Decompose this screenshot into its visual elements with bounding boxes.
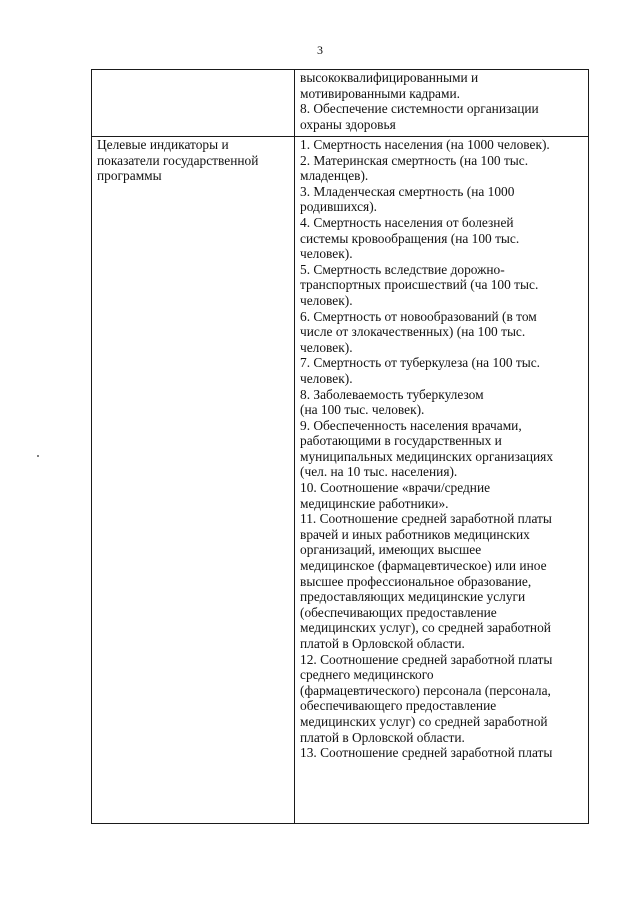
text-line: младенцев). [300, 168, 369, 184]
table-row [92, 70, 589, 137]
text-line: человек). [300, 370, 353, 386]
text-line: показатели государственной [97, 152, 259, 168]
text-line: (на 100 тыс. человек). [300, 402, 425, 418]
text-line: высококвалифицированными и [300, 70, 479, 85]
text-line: 5. Смертность вследствие дорожно- [300, 261, 505, 277]
text-line: предоставляющих медицинские услуги [300, 589, 526, 605]
text-line: 6. Смертность от новообразований (в том [300, 308, 537, 324]
text-line: (чел. на 10 тыс. населения). [300, 464, 458, 480]
text-line: родившихся). [300, 199, 378, 215]
text-line: медицинских услуг), со средней заработной [300, 620, 551, 636]
text-line: обеспечивающего предоставление [300, 698, 497, 714]
text-line: 10. Соотношение «врачи/средние [300, 480, 491, 496]
text-line: 8. Обеспечение системности организации [300, 101, 539, 117]
text-line: платой в Орловской области. [300, 636, 465, 651]
text-line: медицинских услуг) со средней заработной [300, 713, 548, 729]
text-line: 9. Обеспеченность населения врачами, [300, 417, 522, 433]
text-line: 3. Младенческая смертность (на 1000 [300, 183, 515, 199]
text-line: человек). [300, 246, 353, 262]
text-line: 1. Смертность населения (на 1000 человек). [300, 137, 550, 152]
row-content-cell [295, 70, 589, 137]
text-line: транспортных происшествий (ча 100 тыс. [300, 277, 539, 293]
text-line: 7. Смертность от туберкулеза (на 100 тыс. [300, 355, 541, 371]
text-line: среднего медицинского [300, 667, 434, 683]
text-line: 12. Соотношение средней заработной платы [300, 651, 553, 667]
text-line: охраны здоровья [300, 116, 396, 132]
row-content-cell [295, 137, 589, 824]
text-line: платой в Орловской области. [300, 729, 465, 745]
text-line: числе от злокачественных) (на 100 тыс. [300, 324, 526, 340]
text-line: 13. Соотношение средней заработной платы [300, 745, 553, 761]
text-line: программы [97, 168, 162, 184]
text-line: организаций, имеющих высшее [300, 542, 482, 558]
text-line: высшее профессиональное образование, [300, 573, 532, 589]
table-row [92, 137, 589, 824]
scan-speck [37, 455, 39, 457]
text-line: мотивированными кадрами. [300, 85, 460, 101]
text-line: 11. Соотношение средней заработной платы [300, 511, 552, 527]
program-passport-table [91, 69, 589, 824]
text-line: Целевые индикаторы и [97, 137, 229, 152]
text-line: 8. Заболеваемость туберкулезом [300, 386, 484, 402]
text-line: человек). [300, 339, 353, 355]
text-line: муниципальных медицинских организациях [300, 448, 554, 464]
row-label-cell [92, 70, 295, 137]
text-line: 2. Материнская смертность (на 100 тыс. [300, 152, 529, 168]
text-line: медицинское (фармацевтическое) или иное [300, 558, 547, 574]
text-line: (обеспечивающих предоставление [300, 604, 497, 620]
text-line: (фармацевтического) персонала (персонала, [300, 682, 551, 698]
text-line: врачей и иных работников медицинских [300, 526, 530, 542]
row-label-cell [92, 137, 295, 824]
text-line: 4. Смертность населения от болезней [300, 214, 514, 230]
text-line: человек). [300, 292, 353, 308]
text-line: медицинские работники». [300, 495, 449, 511]
text-line: работающими в государственных и [300, 433, 502, 449]
text-line: системы кровообращения (на 100 тыс. [300, 230, 520, 246]
page-number: 3 [317, 43, 323, 57]
